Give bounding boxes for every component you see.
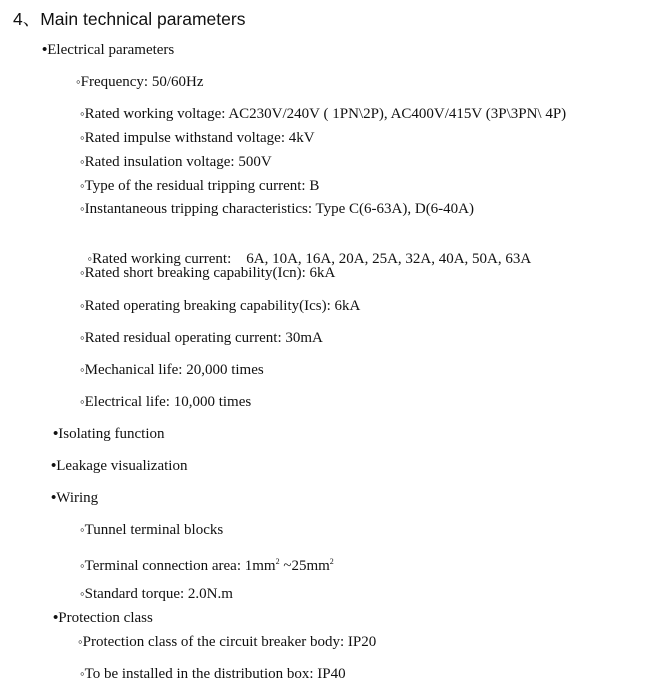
- list-item-mechanical-life: [80, 361, 264, 379]
- list-item-residual-tripping-type: [80, 177, 319, 195]
- list-item-protection-class: [53, 609, 153, 627]
- bullet-icon: •: [53, 610, 59, 626]
- list-item-protection-body: [78, 633, 376, 651]
- list-item-tripping-characteristics: [80, 200, 474, 218]
- list-item-frequency: [76, 73, 204, 91]
- bullet-icon: ◦: [80, 265, 85, 280]
- item-label: Type of the residual tripping current: B: [84, 178, 320, 194]
- item-label: Rated residual operating current: 30mA: [84, 330, 323, 346]
- bullet-icon: •: [42, 42, 48, 58]
- bullet-icon: ◦: [80, 330, 85, 345]
- bullet-icon: ◦: [76, 74, 81, 89]
- superscript: 2: [275, 557, 280, 566]
- item-label: Terminal connection area: 1mm: [84, 558, 276, 574]
- list-item-residual-operating-current: [80, 329, 323, 347]
- section-heading: 4、Main technical parameters: [13, 9, 246, 29]
- item-label: Frequency: 50/60Hz: [80, 74, 204, 90]
- list-item-rated-working-current: [80, 232, 531, 268]
- item-label: ~25mm: [279, 558, 330, 574]
- bullet-icon: ◦: [80, 522, 85, 537]
- item-label: Rated insulation voltage: 500V: [84, 154, 272, 170]
- item-label: Protection class of the circuit breaker body: IP20: [82, 634, 377, 650]
- list-item-insulation-voltage: [80, 153, 272, 171]
- superscript: 2: [329, 557, 334, 566]
- item-label: Electrical life: 10,000 times: [84, 394, 252, 410]
- item-label: Rated impulse withstand voltage: 4kV: [84, 130, 315, 146]
- item-label: Mechanical life: 20,000 times: [84, 362, 264, 378]
- list-item-standard-torque: [80, 585, 233, 603]
- list-item-leakage-visualization: [51, 457, 187, 475]
- list-item-electrical-life: [80, 393, 251, 411]
- item-label: Wiring: [56, 490, 99, 506]
- bullet-icon: ◦: [80, 106, 85, 121]
- bullet-icon: ◦: [78, 634, 83, 649]
- bullet-icon: ◦: [80, 178, 85, 193]
- bullet-icon: ◦: [87, 251, 93, 266]
- list-item-short-breaking-capability: [80, 264, 335, 282]
- bullet-icon: ◦: [80, 298, 85, 313]
- list-item-wiring: [51, 489, 98, 507]
- bullet-icon: ◦: [80, 558, 85, 573]
- bullet-icon: •: [51, 458, 57, 474]
- bullet-icon: ◦: [80, 130, 85, 145]
- item-label: Isolating function: [58, 426, 165, 442]
- item-label: Instantaneous tripping characteristics: Type C(6-63A), D(6-40A): [84, 201, 475, 217]
- item-label: Leakage visualization: [56, 458, 188, 474]
- bullet-icon: •: [53, 426, 59, 442]
- list-item-operating-breaking-capability: [80, 297, 360, 315]
- list-item-protection-distribution-box: [80, 665, 346, 683]
- bullet-icon: ◦: [80, 201, 85, 216]
- item-label: Rated working current: 6A, 10A, 16A, 20A, 25A, 32A, 40A, 50A, 63A: [92, 251, 532, 267]
- list-item-terminal-connection-area: [80, 553, 334, 575]
- item-label: Protection class: [58, 610, 153, 626]
- item-label: Rated short breaking capability(Icn): 6kA: [84, 265, 336, 281]
- bullet-icon: ◦: [80, 586, 85, 601]
- list-item-tunnel-terminal: [80, 521, 223, 539]
- bullet-icon: ◦: [80, 666, 85, 681]
- item-label: To be installed in the distribution box: IP40: [84, 666, 346, 682]
- bullet-icon: •: [51, 490, 57, 506]
- bullet-icon: ◦: [80, 154, 85, 169]
- list-item-isolating-function: [53, 425, 165, 443]
- item-label: Tunnel terminal blocks: [84, 522, 224, 538]
- list-item-impulse-voltage: [80, 129, 315, 147]
- item-label: Rated working voltage: AC230V/240V ( 1PN\2P), AC400V/415V (3P\3PN\ 4P): [84, 106, 567, 122]
- bullet-icon: ◦: [80, 394, 85, 409]
- item-label: Electrical parameters: [47, 42, 175, 58]
- bullet-icon: ◦: [80, 362, 85, 377]
- list-item-electrical-parameters: [42, 41, 174, 59]
- item-label: Rated operating breaking capability(Ics): 6kA: [84, 298, 361, 314]
- list-item-rated-working-voltage: [80, 105, 566, 123]
- item-label: Standard torque: 2.0N.m: [84, 586, 233, 602]
